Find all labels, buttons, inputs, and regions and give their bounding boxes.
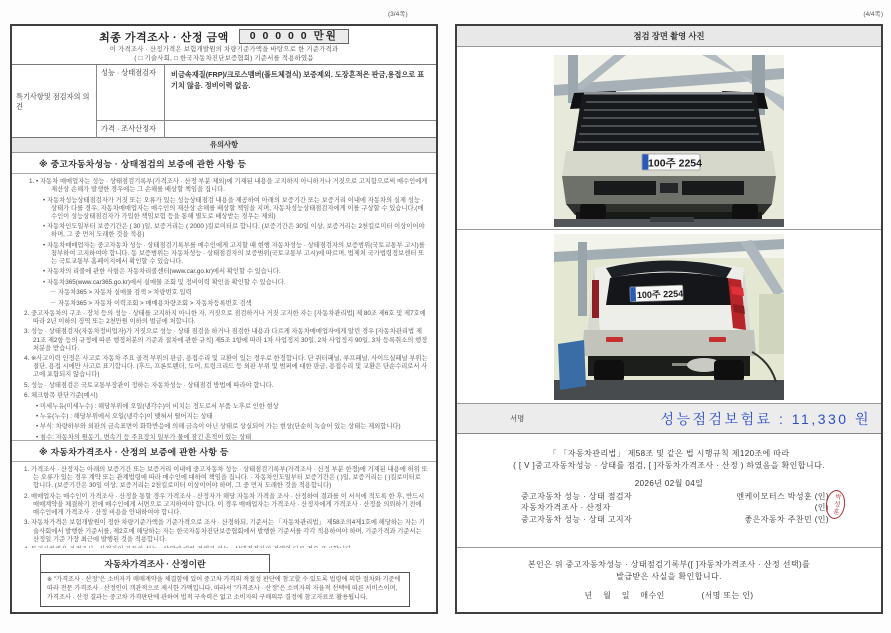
section2-body: [12, 462, 436, 548]
page-number-left: (3/4쪽): [388, 11, 408, 18]
inspector-opinion-table: [12, 65, 436, 138]
confirm-row-appraiser: [457, 502, 881, 514]
buyer-sign-date-line: 년 월 일 매수인 (서명 또는 인): [584, 591, 754, 600]
section1-body: [12, 174, 436, 440]
notice-section-bar: 유의사항: [12, 138, 436, 153]
confirm-row-notifier: [457, 514, 881, 526]
notice-line: 2. 매매업자는 매수인이 가격조사 · 산정을 통할 경우 가격조사 · 산정자가 해당 자동차 가격을 조사 · 산정하여 결과를 이 서식에 적도록 한 후, 반드시 매매계약을 체결하기 전에 매수인에게 서면으로 고지하여야 합니다. 이 경우 매매업자는 가격조사 · 산정자에게 가격조사 · 산정을 의뢰하기 전에 매수인에게 가격조사 · 산정 비용을 안내하여야 합니다.: [24, 492, 425, 517]
appraisal-definition-text: ※ "가격조사 · 산정"은 소비자가 매매계약을 체결함에 있어 중고차 가격의 적절성 판단에 참고할 수 있도록 법령에 의한 절차와 기준에 따라 전문 가격조사 · 산정인이 객관적으로 제시한 가액입니다. 따라서 "가격조사 · 산정"은 소비자의 자율적 선택에 따른 서비스이며, 가격조사 · 산정 결과는 중고차 가격판단에 관하여 법적 구속력은 없고 소비자의 구매의무 결정에 참고자료로 활용됩니다.: [40, 572, 410, 607]
confirm-row-value: (인): [814, 503, 829, 513]
signature-label: 서명: [510, 414, 525, 423]
notice-line: • 침수: 자동차의 원동기, 변속기 등 주요장치 일부가 물에 잠긴 흔적이 있는 상태: [36, 433, 252, 440]
license-plate-rear: 100주 2254: [636, 288, 684, 301]
photo-section-header: 점검 장면 촬영 사진: [457, 26, 881, 47]
section1-title: ※ 중고자동차성능 · 상태점검의 보증에 관한 사항 등: [12, 153, 436, 174]
final-price-section: [12, 26, 436, 65]
notice-line: － 자동차365 > 자동차 이력조회 > 매매용차량조회 > 자동차등록번호 검색: [50, 299, 252, 307]
signature-row: [457, 404, 881, 434]
inspector-opinion-text: 비금속재질(FRP)/크로스멤버(볼트체결식) 보증제외. 도장흔적은 판금,용접으로 표기치 않음. 정비이력 없음.: [165, 65, 436, 121]
confirm-row-label: 중고자동차 성능 · 상태 점검자: [521, 491, 633, 501]
buyer-confirmation-block: [457, 547, 881, 612]
appraiser-opinion-text: [165, 121, 436, 138]
confirm-law-line: 「 「자동차관리법」 제58조 및 같은 법 시행규칙 제120조에 따라: [548, 449, 790, 458]
notice-line: 2. 중고자동차의 구조 · 장치 등의 성능 · 상태를 고지하지 아니한 자, 거짓으로 점검하거나 거짓 고지한 자는 [자동차관리법] 제 80조 제6호 및 제7호에 따라 2년 이하의 징역 또는 2천만원 이하의 벌금에 처합니다.: [24, 309, 426, 326]
page-right: [455, 24, 883, 614]
notice-line: • 자동차365(www.car365.go.kr)에서 실매물 조회 및 정비이력 확인을 확인할 수 있습니다.: [43, 278, 286, 286]
confirm-row-inspector: [457, 491, 881, 503]
confirm-row-label: 중고자동차 성능 · 상태 고지자: [521, 514, 633, 524]
appraisal-definition-title: 자동차가격조사 · 산정이란: [40, 554, 270, 573]
buyer-confirm-line1: 본인은 위 중고자동차성능 · 상태점검기록부([ ]자동차가격조사 · 산정 선택)를: [527, 560, 811, 569]
license-plate-front: 100주 2254: [648, 157, 702, 170]
notice-line: • 자동차의 리콜에 관한 사항은 자동차리콜센터(www.car.go.kr)에서 확인할 수 있습니다.: [43, 268, 281, 276]
confirm-check-line: ( [ V ]중고자동차성능 · 상태를 점검, [ ]자동차가격조사 · 산정 ) 하였음을 확인합니다.: [513, 461, 825, 471]
page-left: [10, 24, 438, 614]
vehicle-rear-photo: [554, 234, 784, 400]
buyer-confirm-line2: 발급받은 사실을 확인합니다.: [616, 572, 722, 581]
page-number-right: (4/4쪽): [863, 11, 883, 18]
notice-line: － 자동차365 > 자동차 실매물 검색 > 차량번호 입력: [50, 289, 192, 297]
inspector-label: 성능 · 상태점검자: [97, 65, 165, 121]
notice-line: • 자동차인도일부터 보증기간은 ( 30 )일, 보증거리는 ( 2000 )킬로미터로 합니다. (보증기간은 30일 이상, 보증거리는 2천킬로미터 이상이어야 하며, 그 중 먼저 도래한 것을 적용): [43, 223, 425, 239]
photo-front-container: [457, 47, 881, 230]
notice-line: 4. ※사고이력 인정은 사고로 자동차 주요 골격 부위의 판금, 용접수리 및 교환이 있는 경우로 한정합니다. 단 쿼터패널, 루프패널, 사이드실패널 부위는 절단, 용접 시에만 사고로 표기합니다. (후드, 프론트펜더, 도어, 트렁크리드 등 외판 부위 및 범퍼에 대한 판금, 용접수리 및 교환은 단순수리로서 사고에 포함되지 않습니다): [24, 355, 428, 379]
notice-line: • 부식: 차량하부와 외판의 금속표면이 화학반응에 의해 금속이 아닌 상태로 상실되어 가는 현상(단순히 녹슬어 있는 상태는 제외합니다): [36, 423, 401, 431]
vehicle-front-photo: [554, 55, 784, 227]
notice-line: 3. 성능 · 상태점검자(자동차정비업자)가 거짓으로 성능 · 상태 점검을 하거나 점검한 내용과 다르게 자동차매매업자에게 알린 경우 [자동차관리법 제 21조 제2항 등의 규정에 따른 행정처분의 기준과 절차에 관한 규칙] 제5조 1항에 따라 1차 사업정지 30일, 2차 사업정지 90일, 3차 등록취소의 행정처분을 받습니다.: [24, 328, 428, 352]
section2-title: ※ 자동차가격조사 · 산정의 보증에 관한 사항 등: [12, 440, 436, 462]
appraisal-definition-box: [12, 548, 436, 612]
opinion-row-label: 특기사항및 점검자의 의견: [12, 65, 97, 138]
final-price-title: 최종 가격조사 · 산정 금액: [99, 31, 229, 44]
confirm-date: 2026년 02월 04일: [634, 478, 704, 488]
appraiser-label: 가격 · 조사산정자: [97, 121, 165, 138]
notice-line: • 누유(누수) : 해당부위에서 오일(냉각수)이 맺혀서 떨어지는 상태: [36, 412, 213, 420]
notice-line: 1. 가격조사 · 산정자는 아래의 보증기간 또는 보증거리 이내에 중고자동차 성능 · 상태점검기록부(가격조사 · 산정 부분 한정)에 기재된 내용에 허위 또는 오류가 있는 경우 계약 또는 관계법령에 따라 매수인에 대하여 책임을 집니다. · 자동차인도일부터 보증기간은 ( )일, 보증거리는 ( )킬로미터로 합니다. (보증기간은 30일 이상, 보증거리는 2천킬로미터 이상이어야 하며, 그 중 먼저 도래한 것을 적용합니다): [24, 466, 428, 490]
insurance-fee-text: 성능점검보험료 : 11,330 원: [660, 410, 871, 427]
notice-line: 3. 자동차가격은 보험개발원이 정한 차량기준가액을 기준가격으로 조사 · 산정하되, 기준서는 「자동차관리법」 제58조의4제1호에 해당하는 자는 기술사회에서 발행한 기준서를, 제2호에 해당하는 자는 한국자동차진단보증협회에서 발행한 기준서를 각각 적용하여야 하며, 기준가격과 기준서는 산정일 기준 가장 최근에 발행된 것을 적용합니다.: [24, 519, 425, 543]
notice-line: • 자동차매매업자는 중고자동차 성능 · 상태점검기록부를 매수인에게 고지할 때 현행 자동차성능 · 상태점검자의 보증범위(국토교통부 고시)를 첨부하여 고지하여야 합니다. 동 보증범위는 자동차성능 · 상태점검자의 보증범위(국토교통부 고시)에 따르며, 법제처 국가법령정보센터 또는 국토교통부 홈페이지에서 확인할 수 있습니다.: [43, 241, 425, 266]
final-price-amount-box: 0 0 0 0 0 만원: [239, 29, 349, 44]
notice-line: 6. 체크항목 판단기준(예시): [24, 392, 98, 400]
price-basis-note: 이 가격조사 · 산정가격은 보험개발원의 차량기준가액을 바탕으로 한 기준가격과: [109, 45, 339, 53]
price-standard-checkbox-line: ( □ 기술사회, □ 한국자동차진단보증협회) 기준서를 적용하였음: [134, 55, 314, 62]
notice-line: • 미세누유(미세누수) : 해당부위에 오일(냉각수)이 비치는 정도로서 부품 노후로 인한 현상: [36, 402, 279, 410]
confirm-row-value: 엔케이모터스 박성훈 (인): [736, 491, 829, 501]
confirm-row-label: 자동차가격조사 · 산정자: [521, 503, 611, 513]
confirmation-block: [457, 434, 881, 547]
notice-line: 1. • 자동차 매매업자는 성능 · 상태점검기록부(가격조사 · 산정 부분 제외)에 기재된 내용을 고지하지 아니하거나 거짓으로 고지함으로써 매수인에게 재산상 손해가 발생한 경우에는 그 손해를 배상할 책임을 집니다.: [29, 178, 428, 194]
confirm-row-value: 좋은자동차 주찬민 (인): [744, 514, 829, 524]
photo-rear-container: [457, 230, 881, 404]
notice-line: 5. 성능 · 상태점검은 국토교통부장관이 정하는 자동차성능 · 상태점검 방법에 따라야 합니다.: [24, 381, 274, 389]
name-seal-stamp: 박성훈: [824, 489, 846, 520]
notice-line: • 자동차성능상태점검자가 거짓 또는 오류가 있는 성능상태점검 내용을 제공하여 아래의 보증기간 또는 보증거리 이내에 자동차의 실제 성능 · 상태가 다를 경우, 자동차매매업자는 매수인의 재산상 손해를 배상할 책임을 지며, 자동차성능상태점검자에게 이를 구상할 수 있습니다.(매수인이 성능상태점검자가 가입한 책임보험 등을 통해 별도로 배상받는 경우는 제외): [43, 196, 424, 220]
